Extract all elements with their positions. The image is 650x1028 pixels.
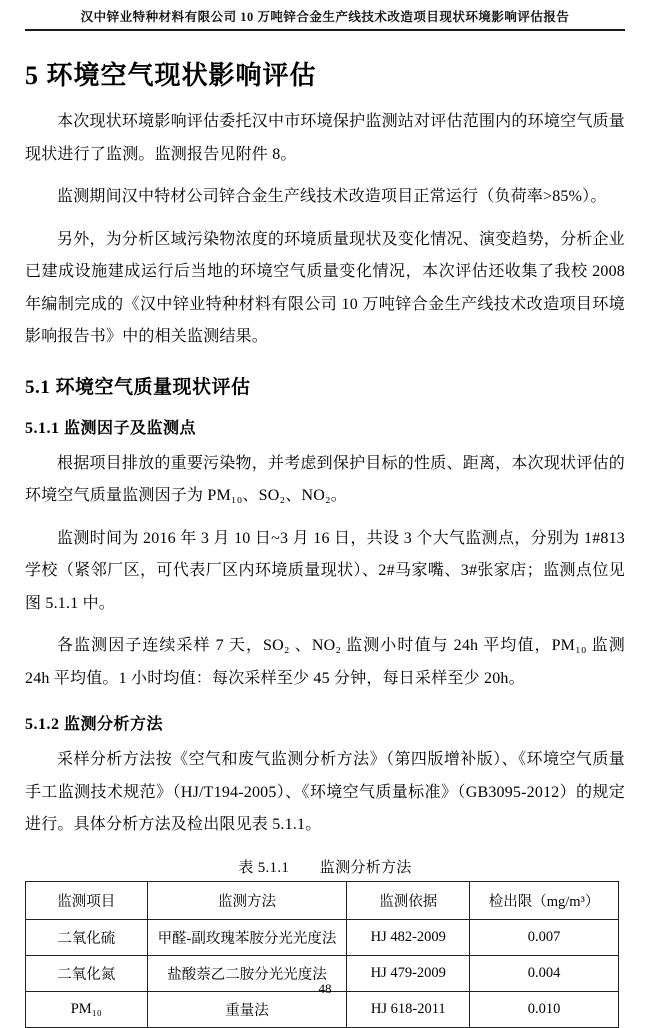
cell-item: 二氧化硫 [26, 919, 148, 955]
section-5-1-2-body [25, 744, 625, 842]
cell-limit: 0.010 [470, 991, 619, 1027]
cell-limit: 0.007 [470, 919, 619, 955]
paragraph-5-1-1-c: 各监测因子连续采样 7 天，SO₂ 、NO₂ 监测小时值与 24h 平均值，PM₁₀ 监测 24h 平均值。1 小时均值：每次采样至少 45 分钟，每日采样至少 20h。 [25, 637, 625, 687]
cell-method: 盐酸萘乙二胺分光光度法 [147, 955, 347, 991]
paragraph-intro-3: 另外，为分析区域污染物浓度的环境质量现状及变化情况、演变趋势，分析企业已建成设施建成运行后当地的环境空气质量变化情况，本次评估还收集了我校 2008 年编制完成的《汉中锌业特种材料有限公司 10 万吨锌合金生产线技术改造项目环境影响报告书》中的相关监测结果。 [25, 230, 625, 345]
section-5-1-2-title: 5.1.2 监测分析方法 [25, 716, 164, 733]
col-header-limit: 检出限（mg/m³） [470, 881, 619, 919]
chapter-title: 5 环境空气现状影响评估 [25, 61, 317, 90]
cell-item: PM₁₀ [26, 991, 148, 1027]
paragraph-intro-1: 本次现状环境影响评估委托汉中市环境保护监测站对评估范围内的环境空气质量现状进行了监测。监测报告见附件 8。 [25, 113, 625, 163]
cell-limit: 0.004 [470, 955, 619, 991]
cell-item: 二氧化氮 [26, 955, 148, 991]
cell-method: 甲醛-副玫瑰苯胺分光光度法 [147, 919, 347, 955]
col-header-method: 监测方法 [147, 881, 347, 919]
cell-basis: HJ 618-2011 [347, 991, 470, 1027]
running-header: 汉中锌业特种材料有限公司 10 万吨锌合金生产线技术改造项目现状环境影响评估报告 [25, 0, 625, 31]
table-5-1-1-caption: 表 5.1.1 监测分析方法 [238, 859, 412, 876]
section-5-1-1-body [25, 448, 625, 696]
table-header-row [26, 881, 619, 919]
col-header-item: 监测项目 [26, 881, 148, 919]
cell-basis: HJ 479-2009 [347, 955, 470, 991]
chapter-body [25, 106, 625, 354]
paragraph-5-1-1-b: 监测时间为 2016 年 3 月 10 日~3 月 16 日，共设 3 个大气监测点，分别为 1#813 学校（紧邻厂区，可代表厂区内环境质量现状）、2#马家嘴、3#张家店；监测点位见图 5.1.1 中。 [25, 529, 625, 612]
col-header-basis: 监测依据 [347, 881, 470, 919]
paragraph-5-1-2-a: 采样分析方法按《空气和废气监测分析方法》（第四版增补版）、《环境空气质量手工监测技术规范》（HJ/T194-2005）、《环境空气质量标准》（GB3095-2012）的规定进行。具体分析方法及检出限见表 5.1.1。 [25, 751, 625, 833]
cell-method: 重量法 [147, 991, 347, 1027]
paragraph-intro-2: 监测期间汉中特材公司锌合金生产线技术改造项目正常运行（负荷率>85%）。 [57, 188, 607, 205]
table-5-1-1 [25, 881, 619, 1028]
cell-basis: HJ 482-2009 [347, 919, 470, 955]
section-5-1-title: 5.1 环境空气质量现状评估 [25, 376, 251, 398]
section-5-1-1-title: 5.1.1 监测因子及监测点 [25, 419, 197, 437]
table-row [26, 919, 619, 955]
paragraph-5-1-1-a: 根据项目排放的重要污染物，并考虑到保护目标的性质、距离，本次现状评估的环境空气质量监测因子为 PM₁₀、SO₂、NO₂。 [25, 454, 625, 504]
page-number: 48 [318, 981, 332, 996]
